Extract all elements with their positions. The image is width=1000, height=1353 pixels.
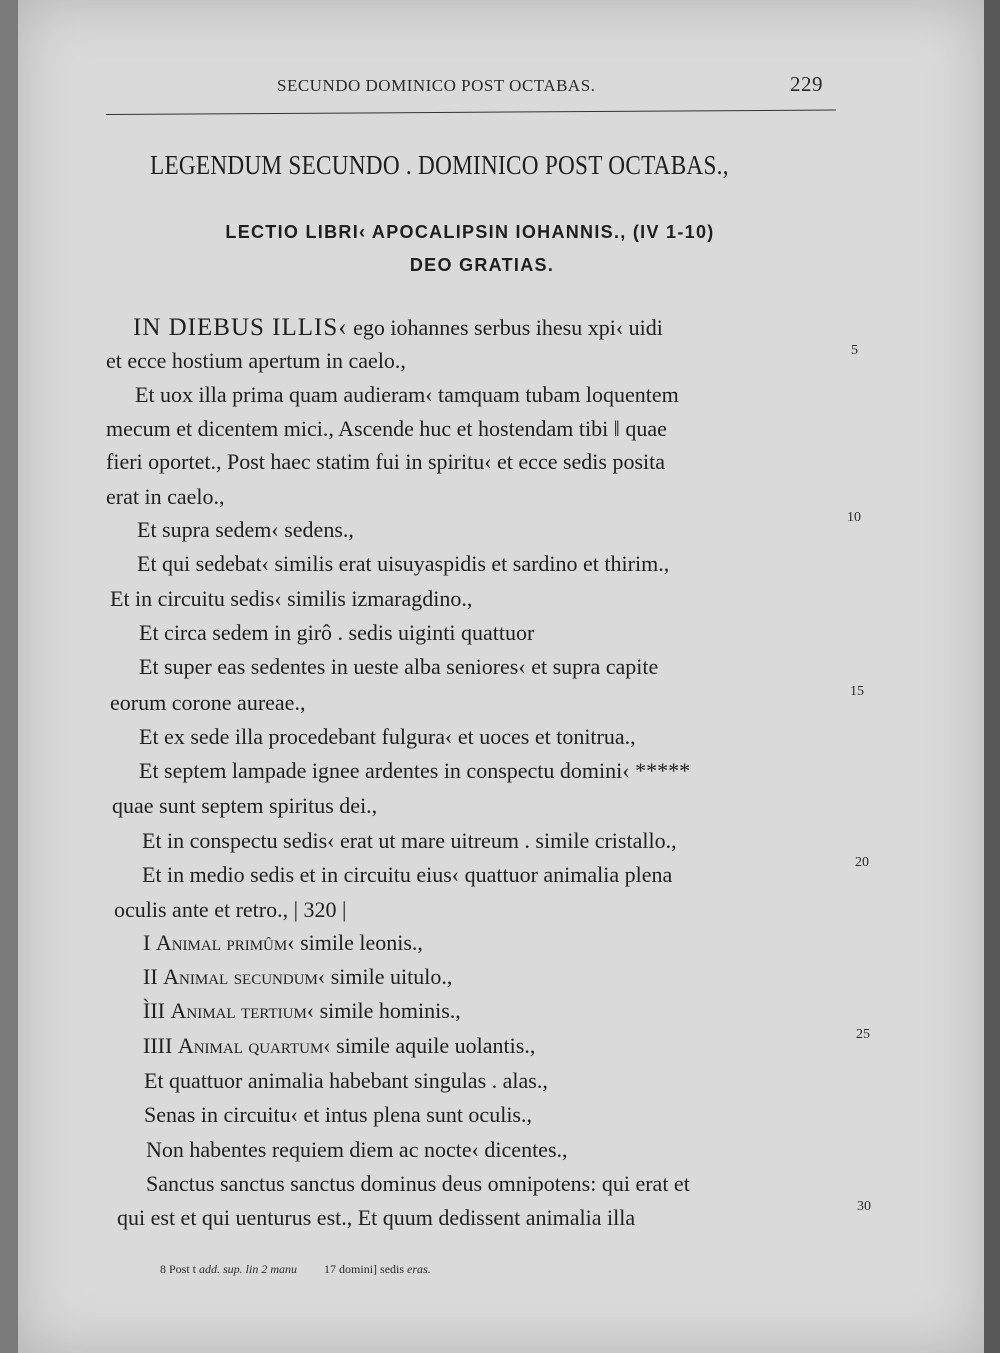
main-heading: LEGENDUM SECUNDO . DOMINICO POST OCTABAS., xyxy=(150,150,729,180)
line-number: 30 xyxy=(857,1199,871,1214)
text-line: Et supra sedem‹ sedens., xyxy=(137,517,354,542)
text-line: erat in caelo., xyxy=(106,484,225,509)
line-number: 20 xyxy=(855,855,869,870)
running-title: SECUNDO DOMINICO POST OCTABAS. xyxy=(277,76,596,95)
text-line: Senas in circuitu‹ et intus plena sunt oculis., xyxy=(144,1102,532,1127)
line-text: ego iohannes serbus ihesu xpi‹ uidi xyxy=(347,315,663,340)
roman-numeral: ÌII xyxy=(143,998,165,1023)
text-line: Et super eas sedentes in ueste alba seniores‹ et supra capite xyxy=(139,654,659,679)
text-line: Et septem lampade ignee ardentes in conspectu domini‹ ***** xyxy=(139,758,691,783)
text-line: Sanctus sanctus sanctus dominus deus omnipotens: qui erat et xyxy=(146,1171,690,1196)
roman-numeral: I xyxy=(143,930,151,955)
animal-label: Animal tertium‹ xyxy=(170,998,315,1023)
text-line: Et circa sedem in girô . sedis uiginti quattuor xyxy=(139,620,535,645)
line-text: simile uitulo., xyxy=(325,964,453,989)
line-text: simile hominis., xyxy=(314,998,461,1023)
text-line: Et in circuitu sedis‹ similis izmaragdino., xyxy=(110,586,473,611)
text-line: Et ex sede illa procedebant fulgura‹ et uoces et tonitrua., xyxy=(139,724,636,749)
line-number: 15 xyxy=(850,684,864,699)
page-number: 229 xyxy=(790,72,823,96)
text-line: Non habentes requiem diem ac nocte‹ dicentes., xyxy=(146,1137,568,1162)
text-line: et ecce hostium apertum in caelo., xyxy=(106,348,406,373)
lectio-subheading: LECTIO LIBRI‹ APOCALIPSIN IOHANNIS., (IV 1-10) xyxy=(225,222,715,242)
animal-line xyxy=(143,1035,535,1057)
footnote-2-text: 17 domini] sedis xyxy=(324,1262,405,1276)
animal-line xyxy=(143,966,452,988)
text-line: fieri oportet., Post haec statim fui in spiritu‹ et ecce sedis posita xyxy=(106,449,666,474)
footnote-1-text: 8 Post t xyxy=(160,1262,197,1276)
text-line: Et in medio sedis et in circuitu eius‹ quattuor animalia plena xyxy=(142,862,673,887)
line-text: simile leonis., xyxy=(294,930,423,955)
text-line: mecum et dicentem mici., Ascende huc et hostendam tibi ‖ quae xyxy=(106,416,667,441)
animal-label: Animal primûm‹ xyxy=(155,930,295,955)
animal-line xyxy=(143,1000,461,1022)
text-line: oculis ante et retro., | 320 | xyxy=(114,897,347,922)
animal-label: Animal quartum‹ xyxy=(177,1033,331,1058)
text-line: Et qui sedebat‹ similis erat uisuyaspidis et sardino et thirim., xyxy=(137,551,670,576)
incipit: IN DIEBUS ILLIS‹ xyxy=(133,314,348,341)
footnote-2-italic: eras. xyxy=(407,1262,431,1276)
line-number: 10 xyxy=(847,510,861,525)
footnote-1-italic: add. sup. lin 2 manu xyxy=(199,1262,298,1276)
roman-numeral: IIII xyxy=(143,1033,173,1058)
text-line: Et uox illa prima quam audieram‹ tamquam tubam loquentem xyxy=(135,382,679,407)
line-text: simile aquile uolantis., xyxy=(330,1033,536,1058)
animal-line xyxy=(143,932,423,954)
footnotes xyxy=(160,1262,431,1277)
deo-gratias-subheading: DEO GRATIAS. xyxy=(409,255,555,275)
text-line: eorum corone aureae., xyxy=(110,690,306,715)
line-number: 25 xyxy=(856,1027,870,1042)
roman-numeral: II xyxy=(143,964,158,989)
text-line: Et quattuor animalia habebant singulas . alas., xyxy=(144,1068,548,1093)
text-line: qui est et qui uenturus est., Et quum dedissent animalia illa xyxy=(117,1205,636,1230)
text-line xyxy=(133,315,663,340)
line-number: 5 xyxy=(851,343,858,358)
animal-label: Animal secundum‹ xyxy=(163,964,326,989)
text-line: quae sunt septem spiritus dei., xyxy=(112,793,378,818)
text-line: Et in conspectu sedis‹ erat ut mare uitreum . simile cristallo., xyxy=(142,828,677,853)
